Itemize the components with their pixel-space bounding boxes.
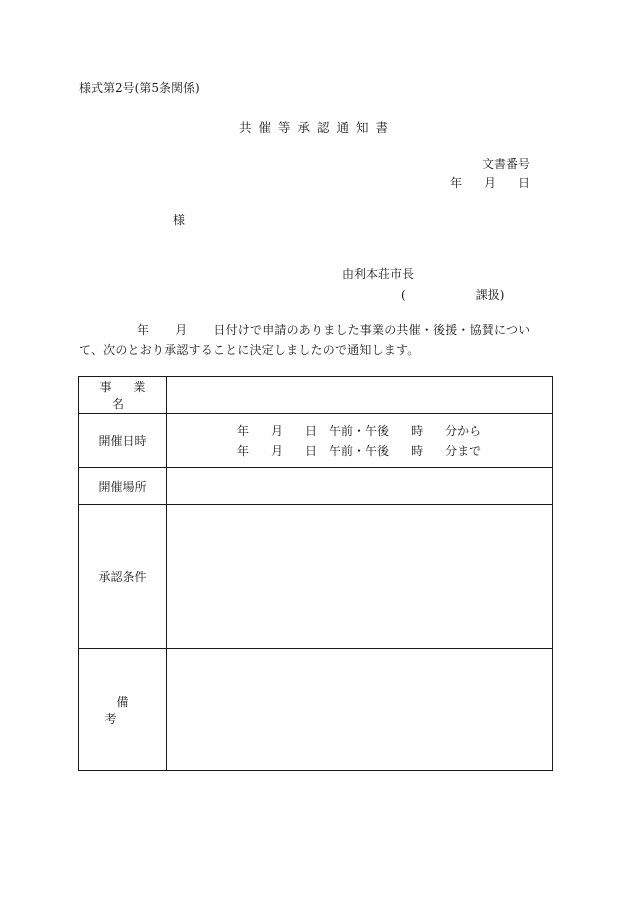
conditions-label: 承認条件 (79, 505, 167, 649)
approval-form-table (78, 376, 553, 771)
document-number-label: 文書番号 (481, 157, 530, 171)
remarks-field[interactable] (167, 649, 553, 771)
form-number: 様式第2号(第5条関係) (79, 81, 200, 95)
department-open-paren: ( (401, 288, 406, 302)
table-row-conditions (79, 505, 553, 649)
event-name-label: 事 業 名 (79, 377, 167, 414)
body-month: 月 (175, 323, 188, 337)
datetime-end-line: 年 月 日 午前・午後 時 分まで (237, 443, 482, 458)
datetime-start-line: 年 月 日 午前・午後 時 分から (237, 423, 482, 438)
issue-date-day: 日 (517, 176, 530, 190)
handling-department (401, 287, 504, 303)
table-row-venue (79, 468, 553, 505)
table-row-remarks (79, 649, 553, 771)
department-suffix: 課扱) (475, 288, 505, 302)
body-text: 日付けで申請のありました事業の共催・後援・協賛について、次のとおり承認することに決定しましたので通知します。 (79, 323, 531, 357)
issue-date (450, 175, 530, 191)
conditions-field[interactable] (167, 505, 553, 649)
table-row-event-name (79, 377, 553, 414)
table-row-datetime (79, 414, 553, 468)
datetime-label: 開催日時 (79, 414, 167, 468)
datetime-field[interactable] (167, 414, 553, 468)
sender-name: 由利本荘市長 (342, 267, 415, 281)
venue-label: 開催場所 (79, 468, 167, 505)
venue-field[interactable] (167, 468, 553, 505)
addressee-suffix: 様 (173, 213, 186, 227)
remarks-label: 備 考 (79, 649, 167, 771)
issue-date-year: 年 (449, 176, 462, 190)
body-year: 年 (137, 323, 150, 337)
document-title: 共催等承認通知書 (239, 120, 396, 135)
notice-body (79, 320, 551, 360)
issue-date-month: 月 (483, 176, 496, 190)
event-name-field[interactable] (167, 377, 553, 414)
